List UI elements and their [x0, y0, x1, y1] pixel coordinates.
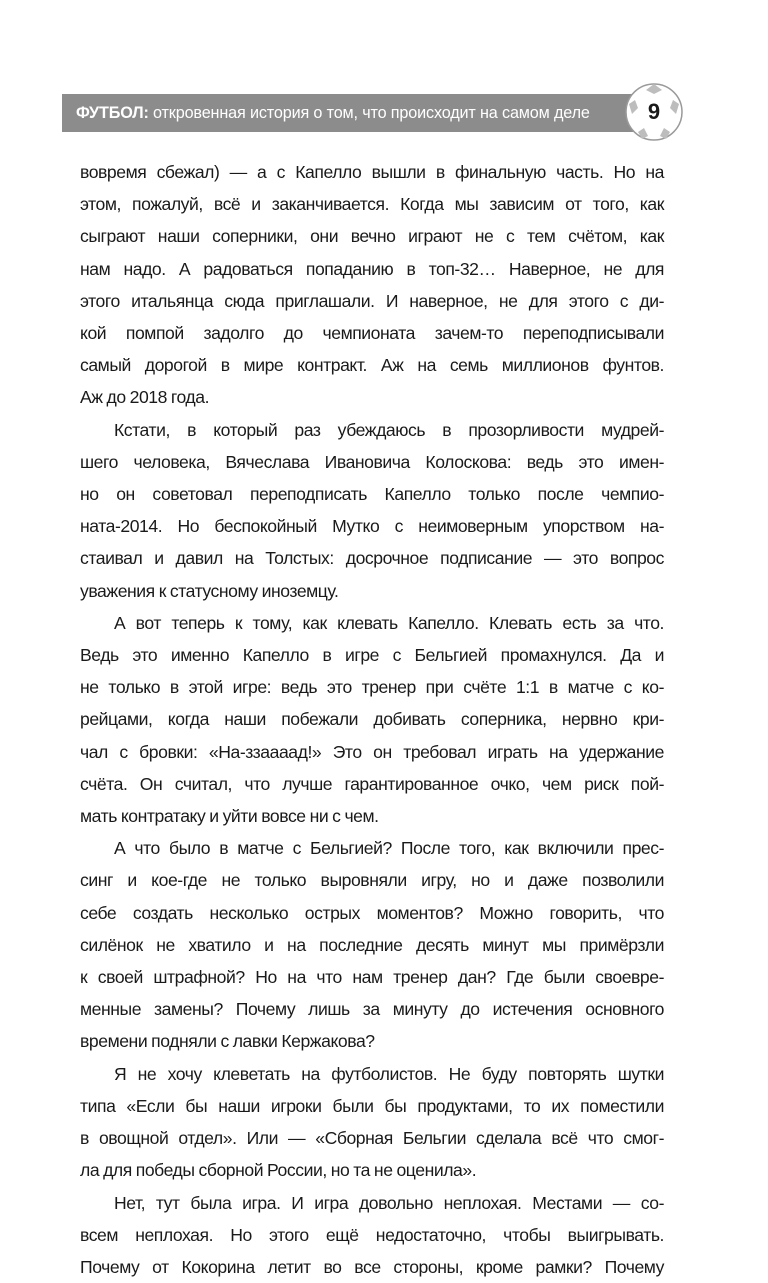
text-line: нам надо. А радоваться попаданию в топ-32… Наверное, не для	[80, 253, 664, 285]
text-line: силёнок не хватило и на последние десять минут мы примёрзли	[80, 929, 664, 961]
text-line: этом, пожалуй, всё и заканчивается. Когда мы зависим от того, как	[80, 188, 664, 220]
text-line: Нет, тут была игра. И игра довольно неплохая. Местами — со-	[80, 1187, 664, 1219]
header-title-rest: откровенная история о том, что происходит на самом деле	[149, 104, 590, 122]
running-header-title	[76, 94, 590, 132]
text-line: времени подняли с лавки Кержакова?	[80, 1025, 664, 1057]
text-line: Аж до 2018 года.	[80, 381, 664, 413]
text-line: типа «Если бы наши игроки были бы продуктами, то их поместили	[80, 1090, 664, 1122]
text-line: шего человека, Вячеслава Ивановича Колоскова: ведь это имен-	[80, 446, 664, 478]
text-line: не только в этой игре: ведь это тренер при счёте 1:1 в матче с ко-	[80, 671, 664, 703]
text-line: ла для победы сборной России, но та не оценила».	[80, 1154, 664, 1186]
text-line: вовремя сбежал) — а с Капелло вышли в финальную часть. Но на	[80, 156, 664, 188]
text-line: всем неплохая. Но этого ещё недостаточно, чтобы выигрывать.	[80, 1219, 664, 1251]
paragraph	[80, 156, 664, 414]
text-line: сыграют наши соперники, они вечно играют не с тем счётом, как	[80, 220, 664, 252]
text-line: синг и кое-где не только выровняли игру, но и даже позволили	[80, 864, 664, 896]
text-line: но он советовал переподписать Капелло только после чемпио-	[80, 478, 664, 510]
text-line: уважения к статусному иноземцу.	[80, 575, 664, 607]
text-line: Ведь это именно Капелло в игре с Бельгией промахнулся. Да и	[80, 639, 664, 671]
text-line: кой помпой задолго до чемпионата зачем-то переподписывали	[80, 317, 664, 349]
text-line: мать контратаку и уйти вовсе ни с чем.	[80, 800, 664, 832]
text-line: рейцами, когда наши побежали добивать соперника, нервно кри-	[80, 703, 664, 735]
text-line: чал с бровки: «На-ззааaaд!» Это он требовал играть на удержание	[80, 736, 664, 768]
paragraph	[80, 1187, 664, 1283]
paragraph	[80, 1058, 664, 1187]
text-line: стаивал и давил на Толстых: досрочное подписание — это вопрос	[80, 542, 664, 574]
text-line: в овощной отдел». Или — «Сборная Бельгии сделала всё что смог-	[80, 1122, 664, 1154]
text-line: к своей штрафной? Но на что нам тренер дан? Где были своевре-	[80, 961, 664, 993]
text-line: себе создать несколько острых моментов? Можно говорить, что	[80, 897, 664, 929]
paragraph	[80, 832, 664, 1057]
text-line: счёта. Он считал, что лучше гарантированное очко, чем риск пой-	[80, 768, 664, 800]
text-line: А вот теперь к тому, как клевать Капелло. Клевать есть за что.	[80, 607, 664, 639]
text-line: А что было в матче с Бельгией? После того, как включили прес-	[80, 832, 664, 864]
page-number: 9	[624, 82, 684, 142]
text-line: Кстати, в который раз убеждаюсь в прозорливости мудрей-	[80, 414, 664, 446]
text-line: самый дорогой в мире контракт. Аж на семь миллионов фунтов.	[80, 349, 664, 381]
text-line: этого итальянца сюда приглашали. И наверное, не для этого с ди-	[80, 285, 664, 317]
page-body-text	[80, 156, 664, 1283]
text-line: Я не хочу клеветать на футболистов. Не буду повторять шутки	[80, 1058, 664, 1090]
paragraph	[80, 414, 664, 607]
text-line: менные замены? Почему лишь за минуту до истечения основного	[80, 993, 664, 1025]
text-line: ната-2014. Но беспокойный Мутко с неимоверным упорством на-	[80, 510, 664, 542]
header-title-bold: ФУТБОЛ:	[76, 104, 149, 122]
text-line: Почему от Кокорина летит во все стороны, кроме рамки? Почему	[80, 1251, 664, 1283]
paragraph	[80, 607, 664, 832]
